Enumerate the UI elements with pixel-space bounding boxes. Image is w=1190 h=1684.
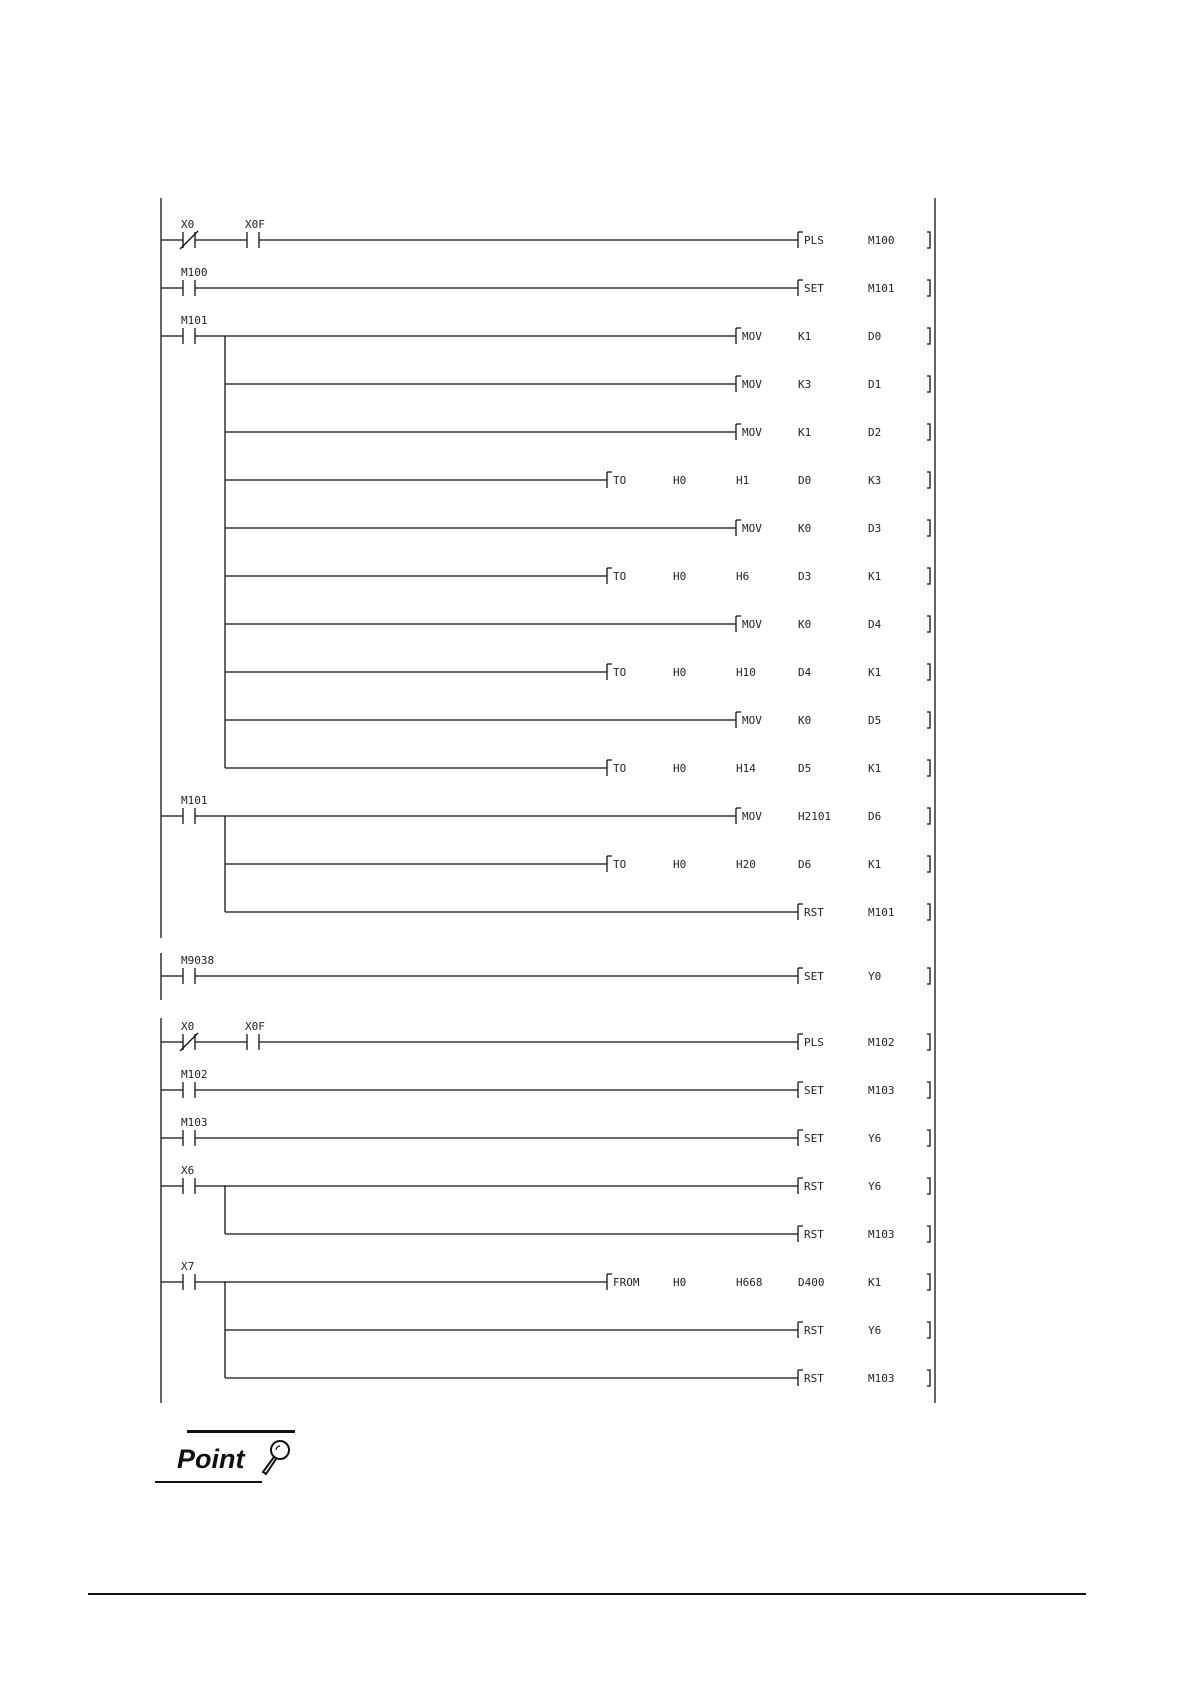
instruction-bracket: [794, 1034, 803, 1050]
instruction-operand: K1: [798, 330, 812, 343]
instruction-name: TO: [613, 570, 627, 583]
instruction-close-bracket: [927, 1226, 930, 1242]
instruction-operand: Y6: [868, 1132, 882, 1145]
instruction-operand: H20: [736, 858, 756, 871]
point-top-rule: [187, 1430, 295, 1433]
instruction-operand: H0: [673, 858, 687, 871]
instruction-operand: K1: [868, 666, 882, 679]
footer-rule: [88, 1593, 1086, 1595]
instruction-operand: H2101: [798, 810, 832, 823]
instruction-close-bracket: [927, 664, 930, 680]
instruction-name: RST: [804, 906, 824, 919]
instruction-bracket: [603, 760, 612, 776]
instruction-bracket: [794, 1130, 803, 1146]
instruction-operand: D4: [798, 666, 812, 679]
instruction-name: MOV: [742, 618, 762, 631]
instruction-operand: D3: [868, 522, 882, 535]
instruction-bracket: [732, 520, 741, 536]
instruction-close-bracket: [927, 856, 930, 872]
magnifier-icon: [259, 1438, 293, 1476]
instruction-name: PLS: [804, 1036, 824, 1049]
instruction-operand: D1: [868, 378, 882, 391]
instruction-close-bracket: [927, 568, 930, 584]
instruction-operand: D5: [798, 762, 812, 775]
instruction-close-bracket: [927, 376, 930, 392]
instruction-operand: H10: [736, 666, 756, 679]
instruction-operand: D0: [868, 330, 882, 343]
instruction-close-bracket: [927, 1274, 930, 1290]
instruction-bracket: [794, 1322, 803, 1338]
contact-label: X0: [181, 218, 195, 231]
contact-label: X7: [181, 1260, 195, 1273]
instruction-name: MOV: [742, 810, 762, 823]
instruction-operand: H0: [673, 1276, 687, 1289]
instruction-close-bracket: [927, 1178, 930, 1194]
instruction-name: SET: [804, 282, 824, 295]
point-callout: [155, 1430, 295, 1486]
instruction-operand: K3: [868, 474, 882, 487]
instruction-close-bracket: [927, 1130, 930, 1146]
instruction-close-bracket: [927, 280, 930, 296]
contact-label: M102: [181, 1068, 208, 1081]
instruction-operand: H6: [736, 570, 750, 583]
instruction-bracket: [794, 968, 803, 984]
instruction-bracket: [732, 376, 741, 392]
instruction-close-bracket: [927, 1034, 930, 1050]
instruction-bracket: [794, 1370, 803, 1386]
instruction-close-bracket: [927, 472, 930, 488]
instruction-close-bracket: [927, 1082, 930, 1098]
instruction-bracket: [794, 1226, 803, 1242]
instruction-operand: M101: [868, 282, 895, 295]
instruction-operand: K1: [798, 426, 812, 439]
instruction-bracket: [732, 616, 741, 632]
contact-label: M100: [181, 266, 208, 279]
instruction-bracket: [794, 1178, 803, 1194]
instruction-operand: D6: [798, 858, 812, 871]
instruction-operand: M103: [868, 1084, 895, 1097]
instruction-operand: M100: [868, 234, 895, 247]
point-label: Point: [177, 1444, 245, 1474]
instruction-name: TO: [613, 858, 627, 871]
instruction-bracket: [794, 904, 803, 920]
instruction-close-bracket: [927, 1370, 930, 1386]
instruction-close-bracket: [927, 968, 930, 984]
instruction-name: SET: [804, 1084, 824, 1097]
instruction-operand: K1: [868, 762, 882, 775]
instruction-operand: K0: [798, 618, 812, 631]
instruction-name: TO: [613, 666, 627, 679]
instruction-name: MOV: [742, 522, 762, 535]
instruction-name: SET: [804, 970, 824, 983]
instruction-name: MOV: [742, 426, 762, 439]
instruction-close-bracket: [927, 616, 930, 632]
instruction-close-bracket: [927, 1322, 930, 1338]
instruction-name: TO: [613, 474, 627, 487]
instruction-bracket: [603, 664, 612, 680]
instruction-operand: D0: [798, 474, 812, 487]
instruction-bracket: [794, 280, 803, 296]
instruction-bracket: [603, 1274, 612, 1290]
contact-label: M103: [181, 1116, 208, 1129]
instruction-operand: D3: [798, 570, 812, 583]
instruction-name: MOV: [742, 714, 762, 727]
instruction-bracket: [732, 424, 741, 440]
instruction-operand: H0: [673, 570, 687, 583]
contact-label: X0F: [245, 218, 265, 231]
instruction-operand: K0: [798, 714, 812, 727]
instruction-name: TO: [613, 762, 627, 775]
instruction-operand: M101: [868, 906, 895, 919]
instruction-operand: D400: [798, 1276, 825, 1289]
instruction-operand: H1: [736, 474, 750, 487]
contact-label: X6: [181, 1164, 195, 1177]
instruction-name: MOV: [742, 330, 762, 343]
instruction-operand: H668: [736, 1276, 763, 1289]
instruction-operand: M103: [868, 1228, 895, 1241]
contact-label: M9038: [181, 954, 215, 967]
instruction-close-bracket: [927, 760, 930, 776]
contact-label: M101: [181, 314, 208, 327]
instruction-close-bracket: [927, 232, 930, 248]
instruction-close-bracket: [927, 808, 930, 824]
instruction-close-bracket: [927, 424, 930, 440]
instruction-bracket: [732, 808, 741, 824]
instruction-bracket: [794, 232, 803, 248]
instruction-close-bracket: [927, 328, 930, 344]
instruction-operand: K1: [868, 1276, 882, 1289]
instruction-operand: M103: [868, 1372, 895, 1385]
instruction-close-bracket: [927, 520, 930, 536]
instruction-name: RST: [804, 1372, 824, 1385]
contact-label: X0: [181, 1020, 195, 1033]
instruction-operand: M102: [868, 1036, 895, 1049]
instruction-bracket: [794, 1082, 803, 1098]
instruction-name: SET: [804, 1132, 824, 1145]
instruction-operand: Y6: [868, 1180, 882, 1193]
instruction-name: RST: [804, 1228, 824, 1241]
instruction-name: FROM: [613, 1276, 640, 1289]
instruction-operand: K0: [798, 522, 812, 535]
instruction-operand: H0: [673, 474, 687, 487]
instruction-operand: D5: [868, 714, 882, 727]
instruction-bracket: [603, 568, 612, 584]
instruction-operand: Y6: [868, 1324, 882, 1337]
instruction-name: MOV: [742, 378, 762, 391]
instruction-operand: D4: [868, 618, 882, 631]
instruction-operand: H0: [673, 762, 687, 775]
instruction-bracket: [603, 856, 612, 872]
instruction-name: PLS: [804, 234, 824, 247]
instruction-operand: H14: [736, 762, 756, 775]
instruction-bracket: [603, 472, 612, 488]
instruction-close-bracket: [927, 904, 930, 920]
contact-label: M101: [181, 794, 208, 807]
instruction-close-bracket: [927, 712, 930, 728]
instruction-operand: D2: [868, 426, 882, 439]
instruction-bracket: [732, 328, 741, 344]
instruction-operand: H0: [673, 666, 687, 679]
instruction-operand: K1: [868, 570, 882, 583]
instruction-operand: Y0: [868, 970, 882, 983]
instruction-name: RST: [804, 1180, 824, 1193]
instruction-operand: K3: [798, 378, 812, 391]
instruction-operand: D6: [868, 810, 882, 823]
point-bottom-rule: [155, 1481, 262, 1483]
instruction-name: RST: [804, 1324, 824, 1337]
contact-label: X0F: [245, 1020, 265, 1033]
instruction-operand: K1: [868, 858, 882, 871]
instruction-bracket: [732, 712, 741, 728]
